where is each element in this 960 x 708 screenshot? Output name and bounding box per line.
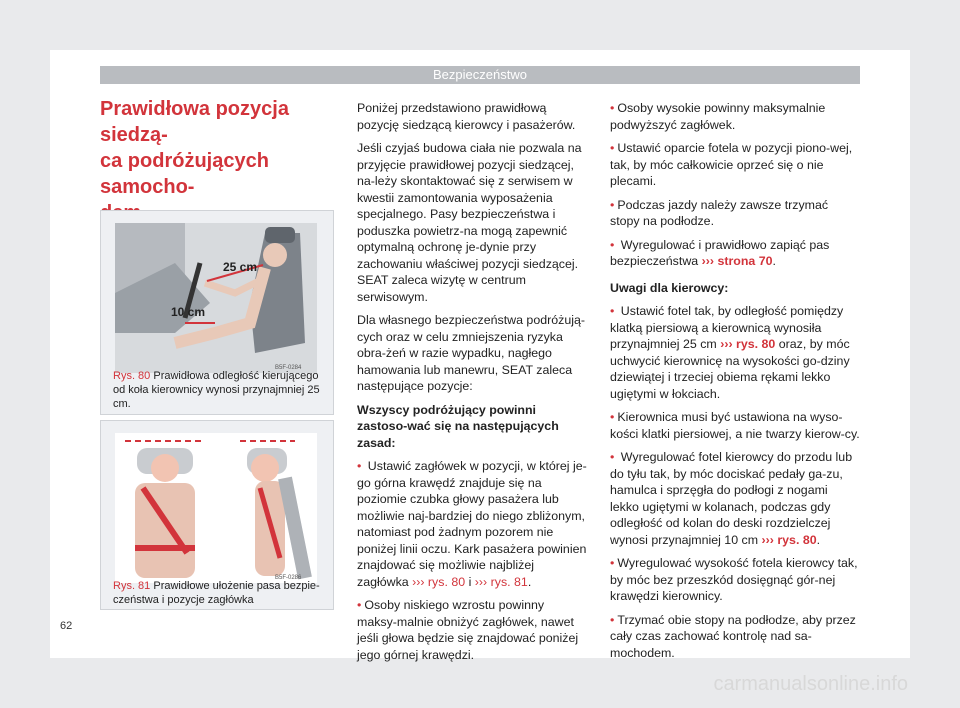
column-middle [357,100,587,670]
figure-link[interactable]: ››› rys. 80 [412,574,466,589]
figure-code: B5F-0284 [275,365,302,371]
caption-ref: Rys. 80 [113,370,151,382]
bullet-item: • Trzymać obie stopy na podłodze, aby przez cały czas zachować kontrolę nad sa-mochodem. [610,612,860,662]
bullet-item [357,458,587,590]
label-25cm: 25 cm [223,260,258,274]
bullet-text: . [816,532,821,547]
bullet-item: • Ustawić oparcie fotela w pozycji piono-wej, tak, by móc całkowicie oprzeć się o nie plecami. [610,140,860,190]
driver-seat-illustration [115,223,317,373]
bullet-item: • Osoby niskiego wzrostu powinny maksy-malnie obniżyć zagłówek, nawet jeśli głowa będzie się znajdować poniżej jego górnej krawędzi. [357,597,587,663]
page-link[interactable]: ››› strona 70 [701,254,773,268]
page-number: 62 [60,620,73,632]
bullet-item [610,449,860,548]
bullet-text: oraz, by móc uchwycić kierownicę na wysokości go-dziny dziewiątej i trzeciej obiema rękami lekko ugiętymi w łokciach. [610,337,850,401]
caption-ref: Rys. 81 [113,580,151,592]
bullet-text: . [527,574,532,589]
bullet-text: Ustawić fotel tak, by odległość pomiędzy klatką piersiową a kierownicą wynosiła przynajmniej 25 cm [610,304,844,351]
section-header: Bezpieczeństwo [100,66,860,84]
figure-link[interactable]: ››› rys. 80 [720,337,776,351]
figure-81-caption [113,579,321,607]
seatbelt-headrest-illustration [115,433,317,583]
bullet-text: Wyregulować fotel kierowcy do przodu lub do tyłu tak, by móc dociskać pedały ga-zu, hamulca i sprzęgła do podłogi z nogami lekko ugiętymi w kolanach, podczas gdy odległość od kolan do deski rozdzielczej wynosi przynajmniej 10 cm [610,450,853,547]
title-line-2: ca podróżujących samocho- [100,150,269,198]
paragraph: Dla własnego bezpieczeństwa podróżują-cych oraz w celu zmniejszenia ryzyka obra-żeń w razie wypadku, nagłego hamowania lub manewru, SEAT zaleca następujące pozycje: [357,313,585,393]
bullet-text: . [772,254,776,268]
caption-text: Prawidłowe ułożenie pasa bezpie-czeństwa i pozycje zagłówka [113,580,320,606]
bullet-item: • Podczas jazdy należy zawsze trzymać stopy na podłodze. [610,197,860,230]
section-heading: Wszyscy podróżujący powinni zastoso-wać się na następujących zasad: [357,402,559,450]
figure-80-caption [113,369,321,411]
paragraph: Jeśli czyjaś budowa ciała nie pozwala na przyjęcie prawidłowej pozycji siedzącej, na-leży skontaktować się z serwisem w kwestii zamontowania wyposażenia specjalnego. Pasy bezpieczeństwa i poduszka powietrz-na mogą zapewnić optymalną ochronę je-dynie przy zachowaniu właściwej pozycji siedzącej. SEAT zaleca wizytę w centrum serwisowym. [357,141,582,304]
figure-code: B5F-0286 [275,575,302,581]
bullet-item [610,303,860,402]
label-10cm: 10 cm [171,305,206,319]
bullet-item: • Osoby wysokie powinny maksymalnie podwyższyć zagłówek. [610,100,860,133]
bullet-text: Wyregulować i prawidłowo zapiąć pas bezpieczeństwa [610,237,830,268]
caption-text: Prawidłowa odległość kierującego od koła kierownicy wynosi przynajmniej 25 cm. [113,370,320,410]
figure-link[interactable]: ››› rys. 81 [474,574,528,589]
bullet-item: • Wyregulować wysokość fotela kierowcy tak, by móc bez przeszkód dosięgnąć gór-nej krawędzi kierownicy. [610,555,860,605]
bullet-text: Ustawić zagłówek w pozycji, w której je-go górna krawędź znajduje się na poziomie czubka głowy pasażera lub możliwie naj-bardziej do niego zbliżonym, natomiast pod żadnym pozorem nie poniżej linii oczu. Kark pasażera powinien znajdować się możliwie najbliżej zagłówka [357,459,587,589]
title-line-1: Prawidłowa pozycja siedzą- [100,98,289,146]
column-right [610,100,860,668]
figure-link[interactable]: ››› rys. 80 [761,532,817,547]
figure-80-image [115,223,317,373]
figure-80 [100,210,334,415]
page-title [100,96,332,226]
watermark: carmanualsonline.info [713,673,908,695]
figure-81 [100,420,334,610]
figure-81-image [115,433,317,583]
section-heading: Uwagi dla kierowcy: [610,280,729,295]
paragraph: Poniżej przedstawiono prawidłową pozycję siedzącą kierowcy i pasażerów. [357,101,576,132]
bullet-item: • Kierownica musi być ustawiona na wyso-kości klatki piersiowej, a nie twarzy kierow-cy. [610,409,860,442]
bullet-text: i [468,574,472,589]
bullet-item [610,237,860,270]
